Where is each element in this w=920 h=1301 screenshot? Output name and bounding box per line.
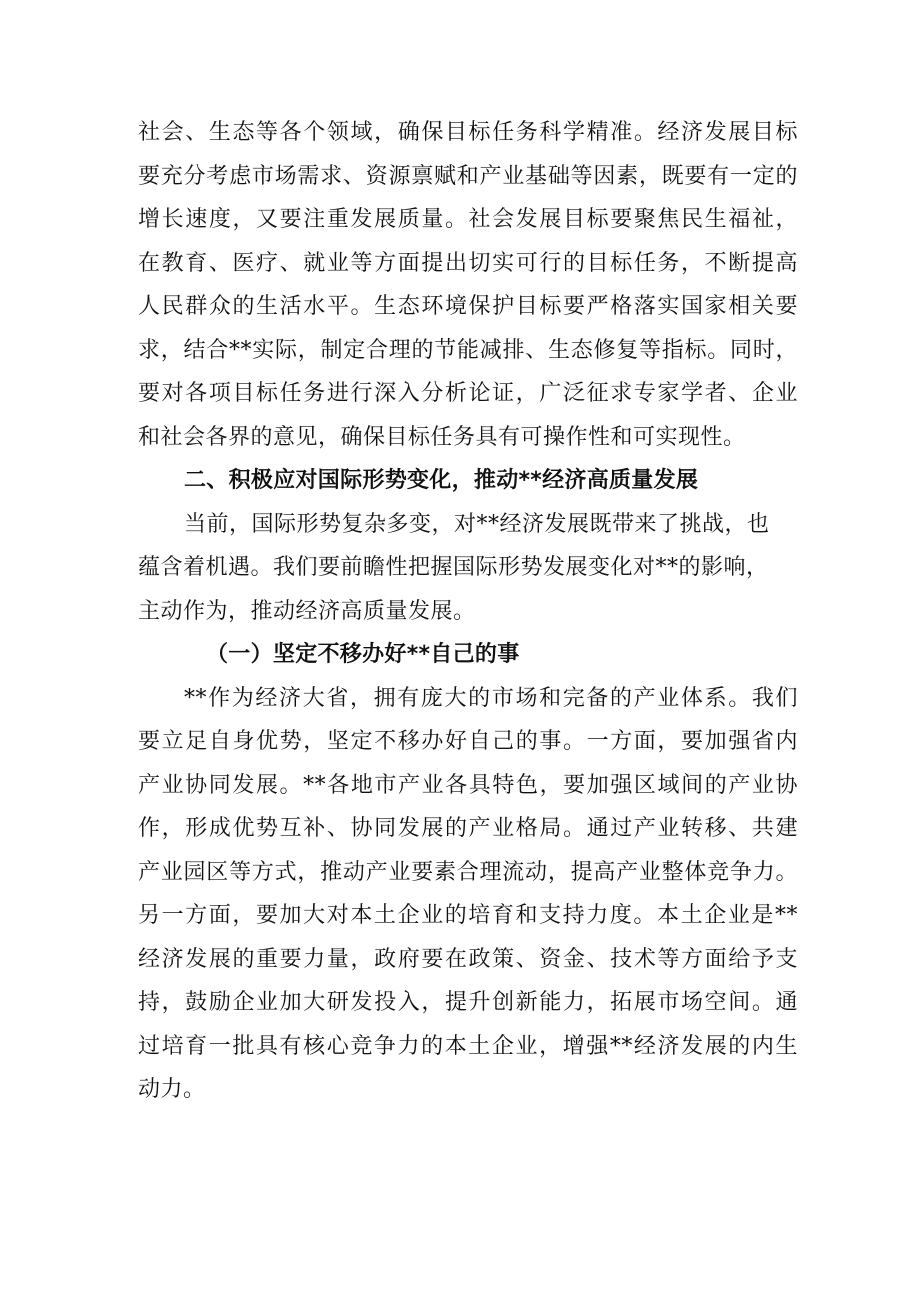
paragraph-line: 持，鼓励企业加大研发投入，提升创新能力，拓展市场空间。通 <box>138 990 798 1015</box>
paragraph-line: 蕴含着机遇。我们要前瞻性把握国际形势发展变化对**的影响， <box>138 555 769 580</box>
paragraph-line: 另一方面，要加大对本土企业的培育和支持力度。本土企业是** <box>138 903 798 928</box>
paragraph-line: 在教育、医疗、就业等方面提出切实可行的目标任务，不断提高 <box>138 251 798 276</box>
paragraph-line: 要立足自身优势，坚定不移办好自己的事。一方面，要加强省内 <box>138 729 798 754</box>
paragraph-line: 经济发展的重要力量，政府要在政策、资金、技术等方面给予支 <box>138 947 798 972</box>
paragraph-line: 社会、生态等各个领域，确保目标任务科学精准。经济发展目标 <box>138 120 798 145</box>
paragraph-line: 动力。 <box>138 1077 206 1102</box>
paragraph-line: 求，结合**实际，制定合理的节能减排、生态修复等指标。同时， <box>138 338 798 363</box>
paragraph-line: 作，形成优势互补、协同发展的产业格局。通过产业转移、共建 <box>138 816 798 841</box>
paragraph-line: 当前，国际形势复杂多变，对**经济发展既带来了挑战，也 <box>184 512 770 537</box>
paragraph-line: 增长速度，又要注重发展质量。社会发展目标要聚焦民生福祉， <box>138 207 798 232</box>
paragraph-line: 人民群众的生活水平。生态环境保护目标要严格落实国家相关要 <box>138 294 798 319</box>
paragraph-line: 产业园区等方式，推动产业要素合理流动，提高产业整体竞争力。 <box>138 860 798 885</box>
paragraph-line: 要充分考虑市场需求、资源禀赋和产业基础等因素，既要有一定的 <box>138 164 798 189</box>
subsection-heading: （一）坚定不移办好**自己的事 <box>206 642 520 667</box>
paragraph-line: 产业协同发展。**各地市产业各具特色，要加强区域间的产业协 <box>138 773 798 798</box>
paragraph-line: 主动作为，推动经济高质量发展。 <box>138 599 476 624</box>
paragraph-line: 过培育一批具有核心竞争力的本土企业，增强**经济发展的内生 <box>138 1034 798 1059</box>
section-heading: 二、积极应对国际形势变化，推动**经济高质量发展 <box>184 468 699 493</box>
paragraph-line: 要对各项目标任务进行深入分析论证，广泛征求专家学者、企业 <box>138 381 798 406</box>
paragraph-line: **作为经济大省，拥有庞大的市场和完备的产业体系。我们 <box>184 686 798 711</box>
paragraph-line: 和社会各界的意见，确保目标任务具有可操作性和可实现性。 <box>138 425 746 450</box>
